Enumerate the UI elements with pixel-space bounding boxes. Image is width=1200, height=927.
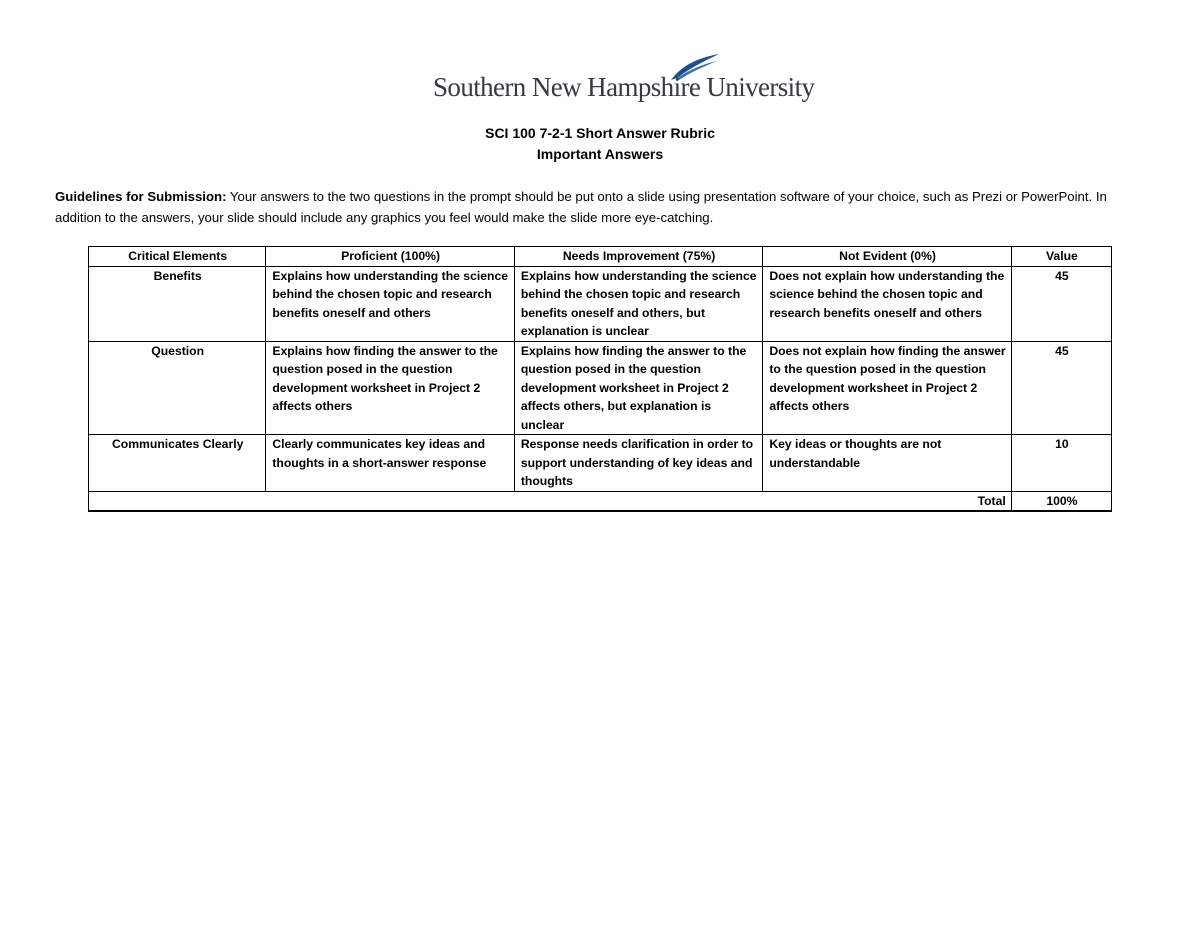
rubric-table — [88, 246, 1112, 512]
guidelines-text: Your answers to the two questions in the prompt should be put onto a slide using presentation software of your choice, such as Prezi or PowerPoint. In addition to the answers, your slide should include any graphics you feel would make the slide more eye-catching. — [55, 189, 1107, 225]
header-needs-improvement: Needs Improvement (75%) — [514, 247, 762, 267]
needs-improvement-cell: Explains how understanding the science behind the chosen topic and research benefits oneself and others, but explanation is unclear — [514, 266, 762, 341]
university-logo — [433, 52, 815, 108]
logo-wordmark: Southern New Hampshire University — [433, 72, 815, 102]
document-title — [0, 123, 1200, 165]
header-critical-elements: Critical Elements — [89, 247, 266, 267]
rubric-header-row — [89, 247, 1112, 267]
proficient-cell: Clearly communicates key ideas and thoughts in a short-answer response — [266, 435, 514, 492]
proficient-cell: Explains how finding the answer to the question posed in the question development worksheet in Project 2 affects others — [266, 341, 514, 435]
header-value: Value — [1011, 247, 1111, 267]
value-cell: 10 — [1011, 435, 1111, 492]
table-row — [89, 266, 1112, 341]
critical-element-cell: Benefits — [89, 266, 266, 341]
needs-improvement-cell: Explains how finding the answer to the question posed in the question development worksheet in Project 2 affects others, but explanation is unclear — [514, 341, 762, 435]
guidelines-paragraph — [55, 186, 1150, 228]
title-line-1: SCI 100 7-2-1 Short Answer Rubric — [485, 125, 715, 141]
table-row — [89, 341, 1112, 435]
total-label: Total — [89, 491, 1012, 511]
not-evident-cell: Does not explain how finding the answer to the question posed in the question development worksheet in Project 2 affects others — [763, 341, 1011, 435]
critical-element-cell: Question — [89, 341, 266, 435]
total-row — [89, 491, 1112, 511]
needs-improvement-cell: Response needs clarification in order to support understanding of key ideas and thoughts — [514, 435, 762, 492]
table-row — [89, 435, 1112, 492]
proficient-cell: Explains how understanding the science behind the chosen topic and research benefits oneself and others — [266, 266, 514, 341]
guidelines-label: Guidelines for Submission: — [55, 189, 227, 204]
not-evident-cell: Does not explain how understanding the science behind the chosen topic and research benefits oneself and others — [763, 266, 1011, 341]
header-proficient: Proficient (100%) — [266, 247, 514, 267]
value-cell: 45 — [1011, 341, 1111, 435]
value-cell: 45 — [1011, 266, 1111, 341]
title-line-2: Important Answers — [536, 146, 664, 162]
header-not-evident: Not Evident (0%) — [763, 247, 1011, 267]
critical-element-cell: Communicates Clearly — [89, 435, 266, 492]
not-evident-cell: Key ideas or thoughts are not understandable — [763, 435, 1011, 492]
total-value: 100% — [1011, 491, 1111, 511]
